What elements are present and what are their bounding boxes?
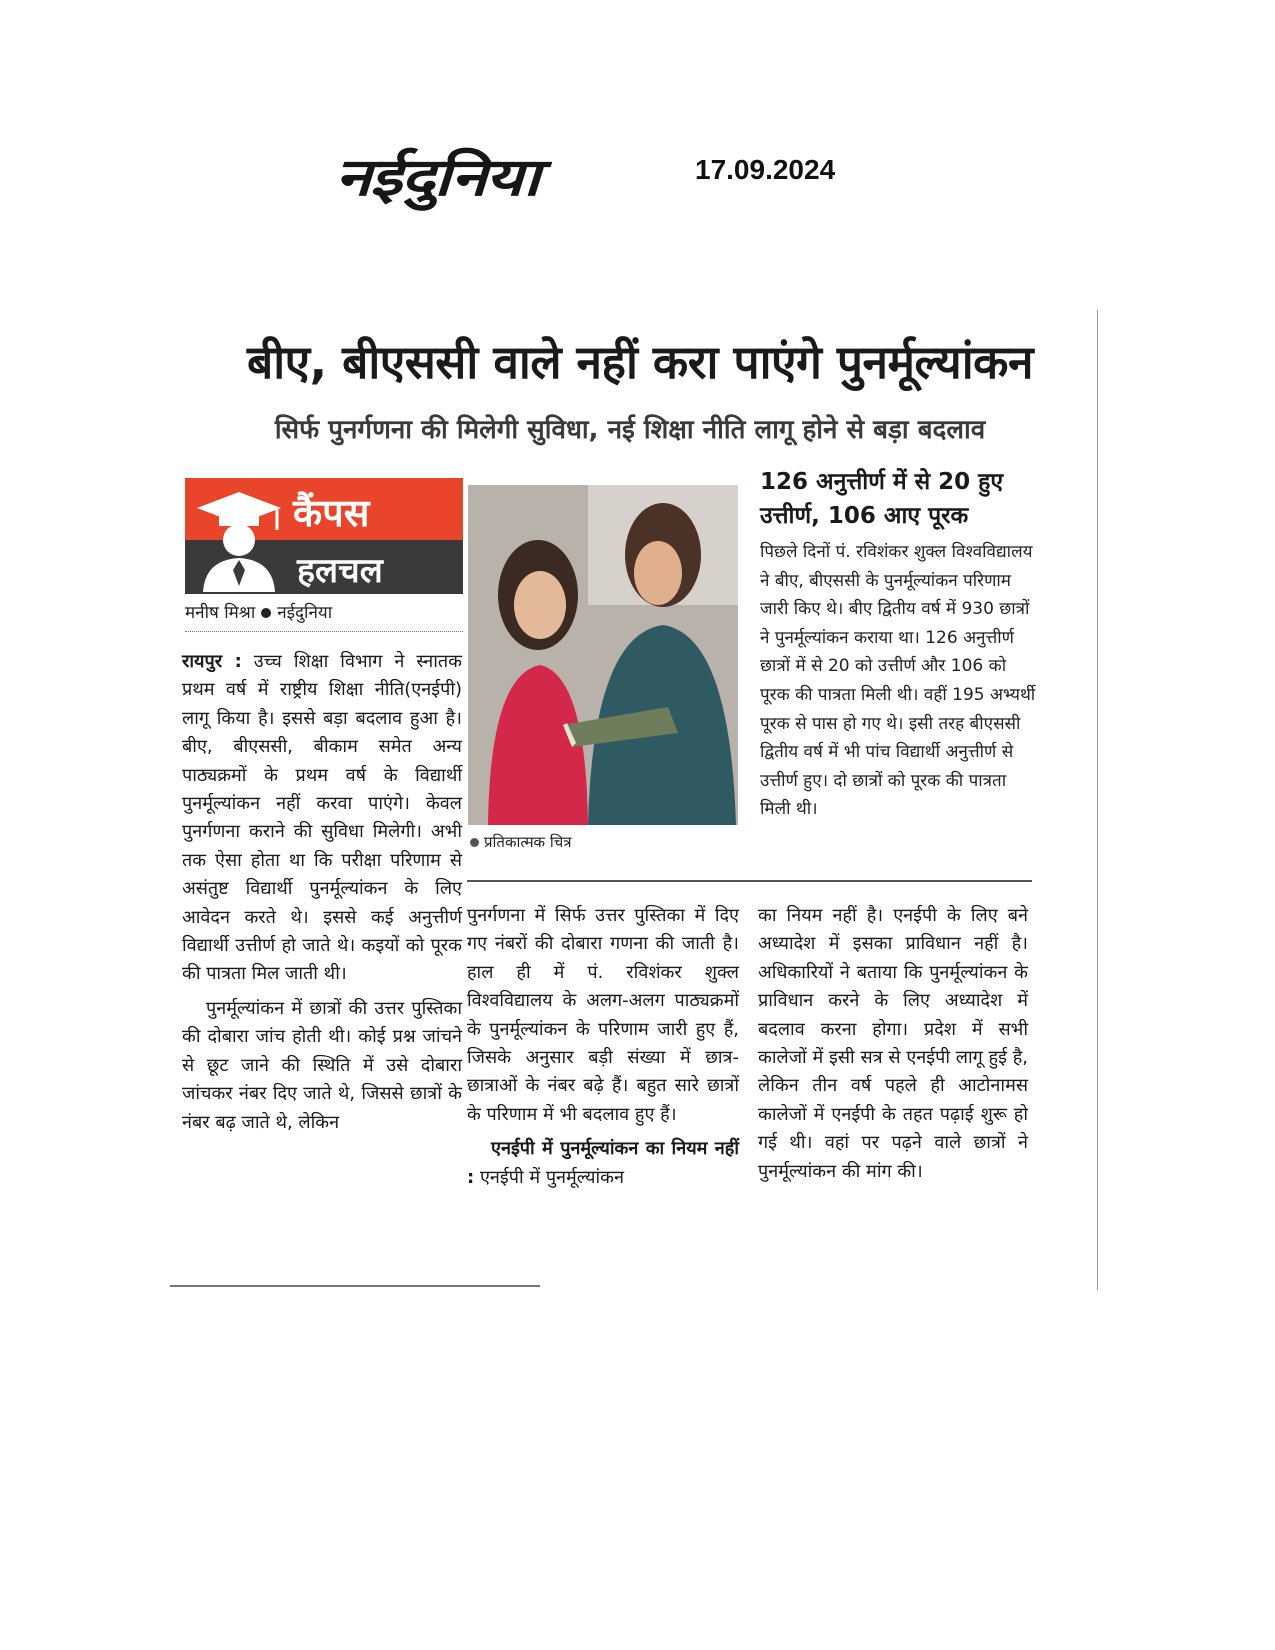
paragraph-4: का नियम नहीं है। एनईपी के लिए बने अध्यादेश में इसका प्राविधान नहीं है। अधिकारियों ने बताया कि पुनर्मूल्यांकन के प्राविधान करने के लिए अध्यादेश में बदलाव करना होगा। प्रदेश में सभी कालेजों में इसी सत्र से एनईपी लागू हुई है, लेकिन तीन वर्ष पहले ही आटोनामस कालेजों में एनईपी के तहत पढ़ाई शुरू हो गई थी। वहां पर पढ़ने वाले छात्रों ने पुनर्मूल्यांकन की मांग की। — [758, 905, 1028, 1182]
campus-badge — [185, 478, 463, 596]
article-photo — [468, 485, 738, 825]
subsection-title: एनईपी में पुनर्मूल्यांकन का नियम नहीं : — [467, 1138, 739, 1188]
subheadline: सिर्फ पुनर्गणना की मिलेगी सुविधा, नई शिक्षा नीति लागू होने से बड़ा बदलाव — [274, 415, 986, 445]
clipping-border-bottom — [170, 1285, 540, 1287]
byline — [185, 600, 463, 632]
newspaper-logo: नईदुनिया — [335, 148, 539, 208]
side-body — [760, 538, 1040, 824]
subsection-text-start: एनईपी में पुनर्मूल्यांकन — [479, 1166, 624, 1188]
publication-date: 17.09.2024 — [695, 154, 836, 185]
section-divider — [467, 880, 1032, 882]
article-column-1 — [182, 648, 462, 1137]
article-column-3 — [758, 902, 1028, 1186]
article-column-2 — [467, 902, 739, 1192]
clipping-border-right — [1097, 310, 1098, 1290]
paragraph-1: उच्च शिक्षा विभाग ने स्नातक प्रथम वर्ष में राष्ट्रीय शिक्षा नीति(एनईपी) लागू किया है। इससे बड़ा बदलाव हुआ है। बीए, बीएससी, बीकाम समेत अन्य पाठ्यक्रमों के प्रथम वर्ष के विद्यार्थी पुनर्मूल्यांकन नहीं करवा पाएंगे। केवल पुनर्गणना कराने की सुविधा मिलेगी। अभी तक ऐसा होता था कि परीक्षा परिणाम से असंतुष्ट विद्यार्थी पुनर्मूल्यांकन के लिए आवेदन करते थे। इससे कई अनुत्तीर्ण विद्यार्थी उत्तीर्ण हो जाते थे। कइयों को पूरक की पात्रता मिल जाती थी। — [182, 651, 462, 985]
side-paragraph: पिछले दिनों पं. रविशंकर शुक्ल विश्वविद्यालय ने बीए, बीएससी के पुनर्मूल्यांकन परिणाम जारी किए थे। बीए द्वितीय वर्ष में 930 छात्रों ने पुनर्मूल्यांकन कराया था। 126 अनुत्तीर्ण छात्रों में से 20 को उत्तीर्ण और 106 को पूरक की पात्रता मिली थी। वहीं 195 अभ्यर्थी पूरक से पास हो गए थे। इसी तरह बीएससी द्वितीय वर्ष में भी पांच विद्यार्थी अनुत्तीर्ण से उत्तीर्ण हुए। दो छात्रों को पूरक की पात्रता मिली थी। — [760, 542, 1036, 820]
paragraph-2: पुनर्मूल्यांकन में छात्रों की उत्तर पुस्तिका की दोबारा जांच होती थी। कोई प्रश्न जांचने से छूट जाने की स्थिति में उसे दोबारा जांचकर नंबर दिए जाते थे, जिससे छात्रों के नंबर बढ़ जाते थे, लेकिन — [182, 997, 462, 1133]
graduate-icon — [193, 486, 285, 592]
dateline: रायपुर : — [182, 651, 242, 672]
caption-bullet-icon — [470, 838, 479, 847]
headline: बीए, बीएससी वाले नहीं करा पाएंगे पुनर्मूल्यांकन — [246, 335, 1034, 389]
byline-author: मनीष मिश्रा — [185, 603, 256, 623]
badge-title: कैंपस — [293, 491, 370, 535]
badge-subtitle: हलचल — [297, 551, 383, 591]
students-illustration — [468, 485, 738, 825]
paragraph-3: पुनर्गणना में सिर्फ उत्तर पुस्तिका में दिए गए नंबरों की दोबारा गणना की जाती है। हाल ही में पं. रविशंकर शुक्ल विश्वविद्यालय के अलग-अलग पाठ्यक्रमों के पुनर्मूल्यांकन के परिणाम जारी हुए हैं, जिसके अनुसार बड़ी संख्या में छात्र-छात्राओं के नंबर बढ़े हैं। बहुत सारे छात्रों के परिणाम में भी बदलाव हुए हैं। — [467, 905, 739, 1125]
byline-source: नईदुनिया — [277, 603, 333, 623]
photo-caption: प्रतिकात्मक चित्र — [470, 832, 572, 852]
bullet-icon — [261, 608, 271, 618]
side-heading: 126 अनुत्तीर्ण में से 20 हुए उत्तीर्ण, 106 आए पूरक — [760, 469, 1004, 529]
news-clipping — [160, 310, 1100, 1290]
